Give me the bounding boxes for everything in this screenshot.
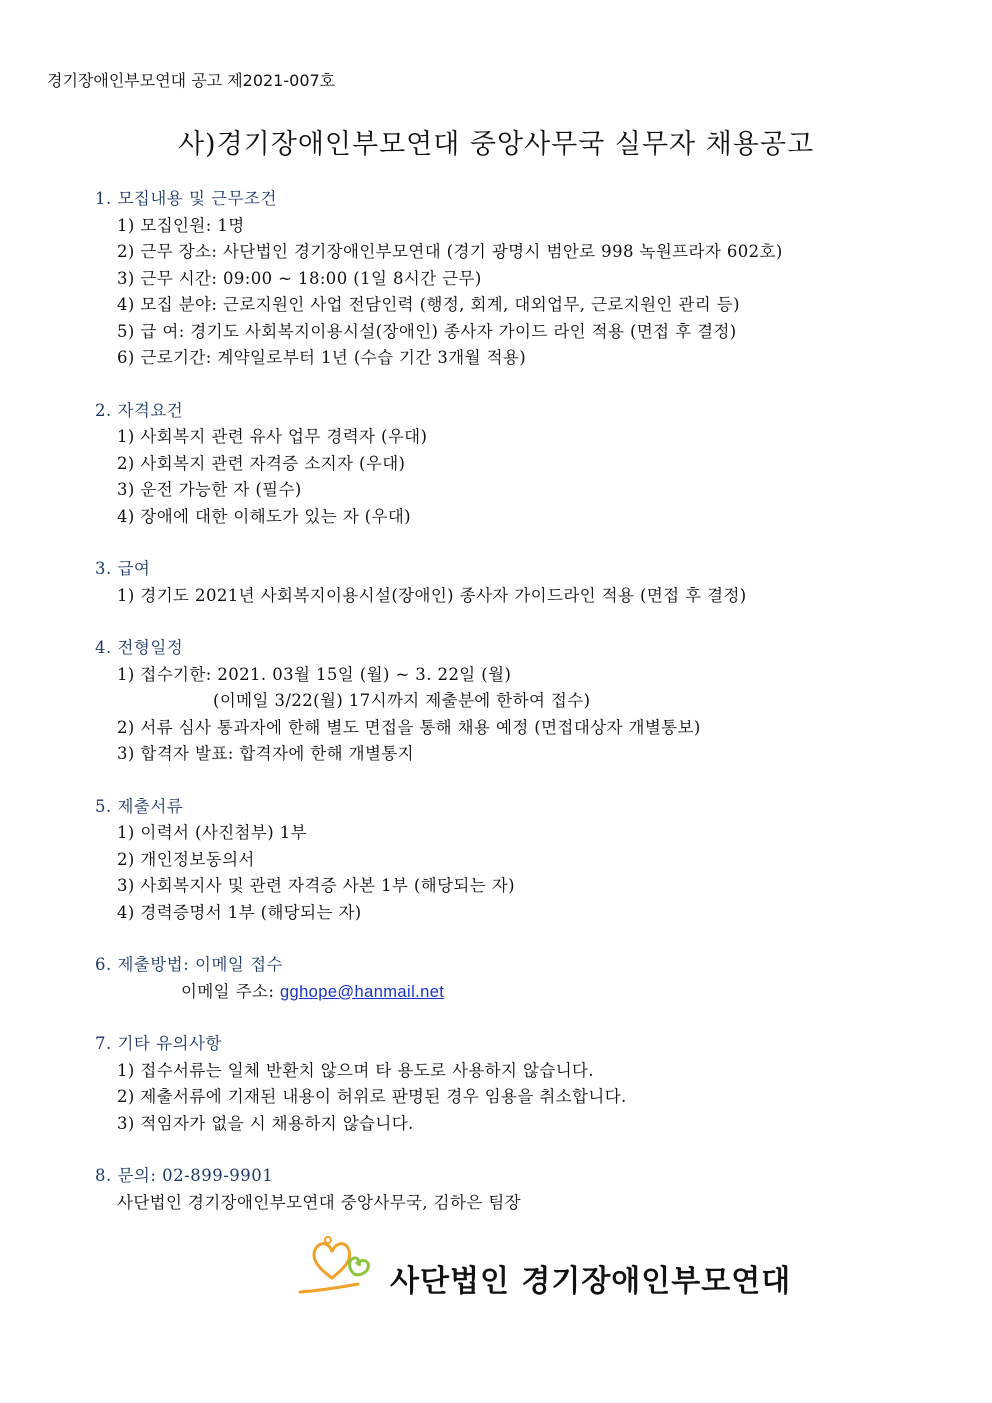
section-title: 7. 기타 유의사항 — [95, 1034, 222, 1053]
list-item: 5) 급 여: 경기도 사회복지이용시설(장애인) 종사자 가이드 라인 적용 (면접 후 결정) — [117, 321, 737, 341]
org-name: 사단법인 경기장애인부모연대 — [390, 1264, 792, 1299]
list-item: 1) 접수서류는 일체 반환치 않으며 타 용도로 사용하지 않습니다. — [117, 1060, 595, 1080]
email-link[interactable]: gghope@hanmail.net — [279, 982, 445, 1001]
list-item: 1) 접수기한: 2021. 03월 15일 (월) ~ 3. 22일 (월) — [117, 664, 512, 684]
section-qualifications — [95, 398, 955, 531]
document-body — [95, 186, 955, 1242]
list-item: 2) 사회복지 관련 자격증 소지자 (우대) — [117, 453, 406, 473]
org-logo — [296, 1234, 792, 1304]
section-recruitment — [95, 186, 955, 372]
section-contact — [95, 1163, 955, 1216]
page-title: 사)경기장애인부모연대 중앙사무국 실무자 채용공고 — [177, 129, 815, 160]
section-title: 2. 자격요건 — [95, 400, 184, 420]
section-submission — [95, 952, 955, 1005]
notice-number: 경기장애인부모연대 공고 제2021-007호 — [47, 71, 336, 90]
list-item: 2) 개인정보동의서 — [117, 849, 255, 869]
list-item-note: (이메일 3/22(월) 17시까지 제출분에 한하여 접수) — [213, 691, 591, 710]
list-item: 3) 적임자가 없을 시 채용하지 않습니다. — [117, 1113, 414, 1133]
section-title: 3. 급여 — [95, 559, 151, 578]
section-schedule — [95, 635, 955, 768]
list-item: 4) 모집 분야: 근로지원인 사업 전담인력 (행정, 회계, 대외업무, 근로지원인 관리 등) — [117, 295, 740, 314]
contact-person: 사단법인 경기장애인부모연대 중앙사무국, 김하은 팀장 — [117, 1192, 522, 1212]
section-title: 8. 문의: 02-899-9901 — [95, 1166, 274, 1185]
list-item: 1) 모집인원: 1명 — [117, 215, 245, 235]
list-item: 2) 서류 심사 통과자에 한해 별도 면접을 통해 채용 예정 (면접대상자 개별통보) — [117, 717, 701, 737]
list-item: 1) 이력서 (사진첨부) 1부 — [117, 823, 307, 842]
list-item: 3) 근무 시간: 09:00 ~ 18:00 (1일 8시간 근무) — [117, 268, 482, 288]
list-item: 4) 경력증명서 1부 (해당되는 자) — [117, 902, 362, 922]
list-item: 3) 합격자 발표: 합격자에 한해 개별통지 — [117, 744, 415, 763]
section-title: 1. 모집내용 및 근무조건 — [95, 189, 277, 208]
section-notes — [95, 1031, 955, 1137]
heart-logo-icon — [296, 1234, 392, 1300]
list-item: 4) 장애에 대한 이해도가 있는 자 (우대) — [117, 506, 412, 526]
list-item: 2) 제출서류에 기재된 내용이 허위로 판명된 경우 임용을 취소합니다. — [117, 1087, 627, 1106]
list-item: 3) 운전 가능한 자 (필수) — [117, 480, 302, 499]
list-item: 6) 근로기간: 계약일로부터 1년 (수습 기간 3개월 적용) — [117, 348, 527, 367]
list-item: 1) 사회복지 관련 유사 업무 경력자 (우대) — [117, 427, 428, 446]
section-documents — [95, 794, 955, 927]
section-title: 5. 제출서류 — [95, 796, 184, 816]
section-title: 6. 제출방법: 이메일 접수 — [95, 955, 283, 974]
list-item: 1) 경기도 2021년 사회복지이용시설(장애인) 종사자 가이드라인 적용 (면접 후 결정) — [117, 585, 747, 605]
email-line — [95, 979, 955, 1006]
section-salary — [95, 556, 955, 609]
list-item: 3) 사회복지사 및 관련 자격증 사본 1부 (해당되는 자) — [117, 876, 515, 895]
email-label: 이메일 주소: — [181, 981, 280, 1001]
section-title: 4. 전형일정 — [95, 638, 184, 657]
list-item: 2) 근무 장소: 사단법인 경기장애인부모연대 (경기 광명시 범안로 998 녹원프라자 602호) — [117, 242, 783, 261]
